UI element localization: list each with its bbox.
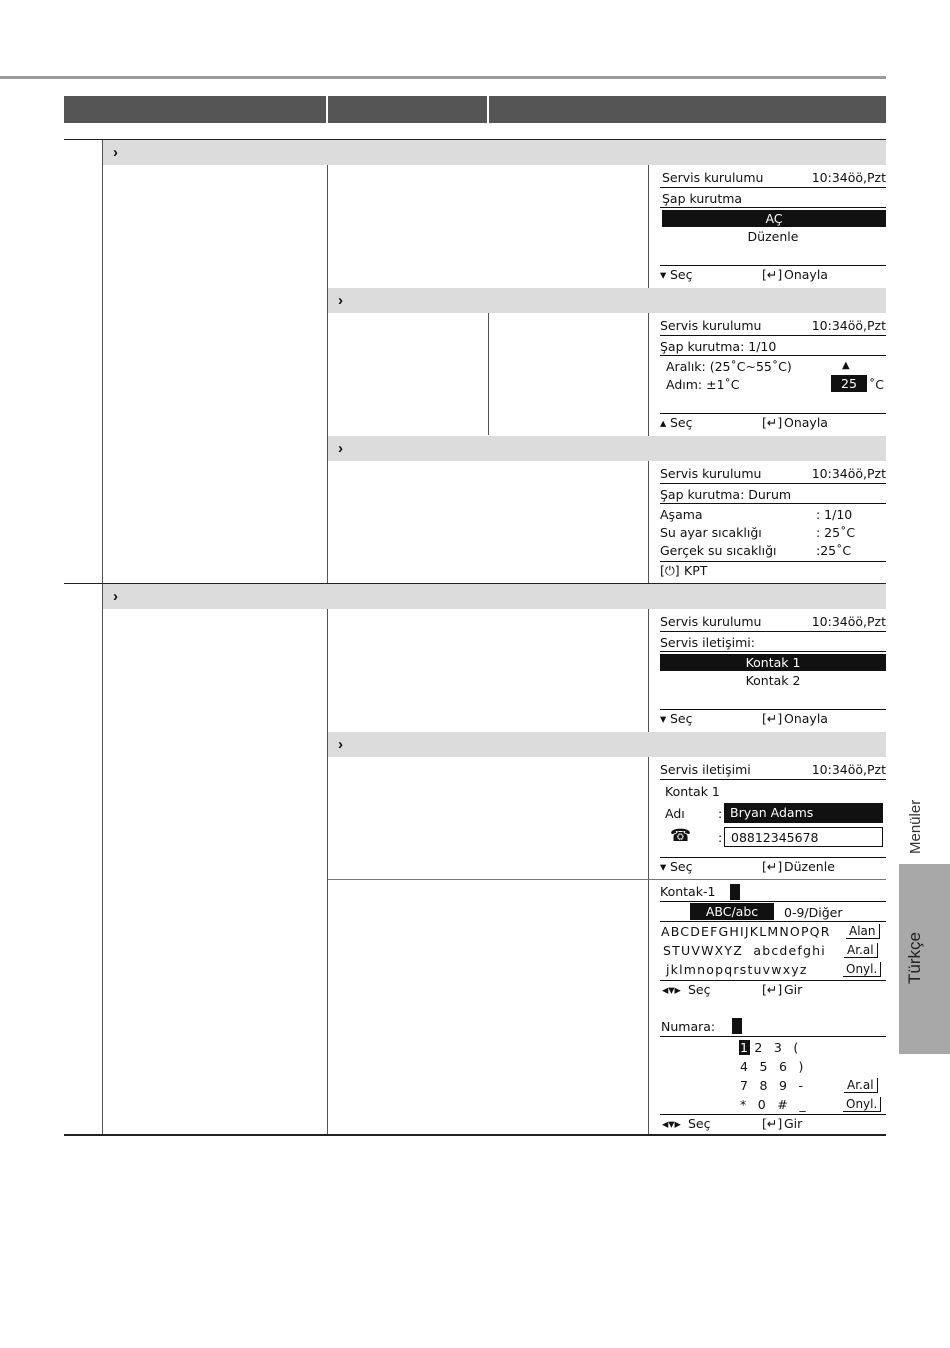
numpad-row[interactable]: 1 2 3 (: [740, 1040, 800, 1055]
down-arrow-icon: ▾: [660, 711, 667, 726]
screen-screed-drying-menu: [660, 168, 886, 286]
up-triangle-icon[interactable]: ▲: [842, 360, 850, 371]
keyboard-row[interactable]: jklmnopqrstuvwxyz: [666, 962, 808, 977]
temperature-unit: ˚C: [869, 377, 884, 392]
tab-digits[interactable]: 0-9/Diğer: [784, 905, 843, 920]
name-value[interactable]: Bryan Adams: [724, 803, 883, 823]
enter-key-icon: [↵]: [762, 415, 783, 430]
menu-option-contact-2[interactable]: Kontak 2: [745, 673, 801, 688]
screen-subtitle: Şap kurutma: 1/10: [660, 339, 777, 354]
text-cursor: [730, 884, 740, 900]
name-label: Adı: [665, 806, 685, 821]
screen-text-entry: [660, 882, 886, 1132]
table-header-col-1: [64, 96, 326, 123]
screen-clock: 10:34öö,Pzt: [811, 466, 886, 481]
numpad-row[interactable]: 4 5 6 ): [740, 1059, 805, 1074]
table-header-col-2: [328, 96, 487, 123]
menu-option-edit[interactable]: Düzenle: [747, 229, 799, 244]
confirm-button[interactable]: Onyl.: [843, 1097, 881, 1112]
screen-service-contact-detail: [660, 760, 886, 878]
chevron-right-icon: ›: [338, 736, 343, 753]
numpad-row[interactable]: * 0 # _: [740, 1097, 807, 1112]
enter-key-icon: [↵]: [762, 859, 783, 874]
tab-letters[interactable]: ABC/abc: [690, 903, 774, 920]
status-value: :25˚C: [816, 543, 852, 558]
menu-option-contact-1[interactable]: Kontak 1: [660, 654, 886, 671]
top-rule: [0, 76, 886, 79]
subsection-row: [328, 288, 886, 313]
subsection-row: [328, 436, 886, 461]
phone-value[interactable]: 08812345678: [724, 827, 883, 847]
screen-title: Servis kurulumu: [660, 318, 762, 333]
section-row-1: [103, 140, 886, 165]
section-row-2: [103, 584, 886, 609]
footer-edit: Düzenle: [784, 859, 835, 874]
chevron-right-icon: ›: [338, 440, 343, 457]
footer-select: Seç: [670, 415, 693, 430]
step-text: Adım: ±1˚C: [666, 377, 740, 392]
menu-option-on[interactable]: AÇ: [662, 210, 886, 227]
delete-button[interactable]: Ar.al: [844, 1078, 878, 1093]
contact-heading: Kontak 1: [665, 784, 720, 799]
side-tab-language[interactable]: [899, 864, 950, 1054]
footer-select: Seç: [670, 711, 693, 726]
chevron-right-icon: ›: [113, 144, 118, 161]
screen-title: Servis kurulumu: [662, 170, 764, 185]
down-arrow-icon: ▾: [660, 859, 667, 874]
footer-select: Seç: [670, 267, 693, 282]
subsection-row: [328, 732, 886, 757]
number-label: Numara:: [661, 1019, 716, 1034]
col-divider: [488, 313, 489, 435]
delete-button[interactable]: Ar.al: [844, 943, 878, 958]
up-arrow-icon: ▴: [660, 415, 667, 430]
screen-title: Servis kurulumu: [660, 466, 762, 481]
status-label: Su ayar sıcaklığı: [660, 525, 762, 540]
footer-close: KPT: [684, 563, 708, 578]
screen-screed-drying-status: [660, 464, 886, 582]
side-tab-label: Türkçe: [905, 932, 924, 984]
keyboard-row[interactable]: STUVWXYZ abcdefghi: [663, 943, 826, 958]
screen-subtitle: Şap kurutma: Durum: [660, 487, 792, 502]
screen-title: Servis iletişimi: [660, 762, 751, 777]
footer-confirm: Onayla: [784, 267, 828, 282]
colon: :: [718, 830, 723, 845]
screen-subtitle: Servis iletişimi:: [660, 635, 755, 650]
status-value: : 25˚C: [816, 525, 856, 540]
screen-screed-drying-step: [660, 316, 886, 434]
enter-key-icon: [↵]: [762, 267, 783, 282]
space-button[interactable]: Alan: [846, 924, 880, 939]
side-tab-label: Menüler: [907, 799, 924, 854]
field-label: Kontak-1: [660, 884, 716, 899]
four-arrows-icon: ◂▾▸: [662, 1116, 681, 1131]
table-bottom-rule: [64, 1134, 886, 1136]
status-value: : 1/10: [816, 507, 853, 522]
status-label: Gerçek su sıcaklığı: [660, 543, 777, 558]
col-divider: [102, 140, 103, 1135]
footer-confirm: Onayla: [784, 415, 828, 430]
footer-select: Seç: [688, 982, 711, 997]
footer-select: Seç: [670, 859, 693, 874]
footer-enter: Gir: [784, 1116, 803, 1131]
table-header-col-3: [489, 96, 886, 123]
chevron-right-icon: ›: [338, 292, 343, 309]
screen-title: Servis kurulumu: [660, 614, 762, 629]
enter-key-icon: [↵]: [762, 711, 783, 726]
chevron-right-icon: ›: [113, 588, 118, 605]
screen-service-contact-menu: [660, 612, 886, 730]
keyboard-row[interactable]: ABCDEFGHIJKLMNOPQR: [661, 924, 831, 939]
footer-enter: Gir: [784, 982, 803, 997]
screen-clock: 10:34öö,Pzt: [811, 762, 886, 777]
footer-confirm: Onayla: [784, 711, 828, 726]
status-label: Aşama: [660, 507, 703, 522]
temperature-value[interactable]: 25: [831, 375, 867, 392]
screen-clock: 10:34öö,Pzt: [811, 318, 886, 333]
power-icon: [⏻]: [660, 563, 680, 578]
down-arrow-icon: ▾: [660, 267, 667, 282]
screen-clock: 10:34öö,Pzt: [811, 614, 886, 629]
range-text: Aralık: (25˚C~55˚C): [666, 359, 792, 374]
colon: :: [718, 806, 723, 821]
enter-key-icon: [↵]: [762, 1116, 783, 1131]
footer-select: Seç: [688, 1116, 711, 1131]
four-arrows-icon: ◂▾▸: [662, 982, 681, 997]
screen-clock: 10:34öö,Pzt: [811, 170, 886, 185]
numpad-row[interactable]: 7 8 9 -: [740, 1078, 805, 1093]
screen-subtitle: Şap kurutma: [662, 191, 743, 206]
side-tab-menus[interactable]: [899, 780, 950, 862]
phone-icon: ☎: [670, 826, 692, 846]
confirm-button[interactable]: Onyl.: [843, 962, 881, 977]
row-divider: [328, 879, 886, 880]
text-cursor: [732, 1018, 742, 1034]
enter-key-icon: [↵]: [762, 982, 783, 997]
